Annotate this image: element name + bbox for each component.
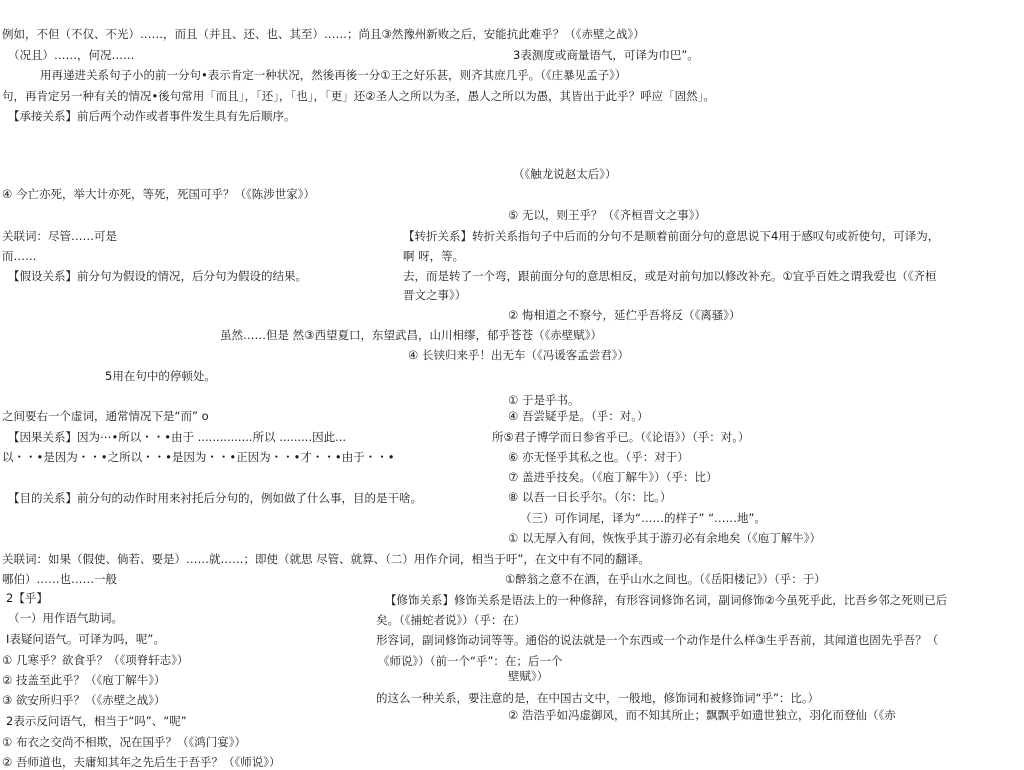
text-line: ① 布衣之交尚不相欺，况在国乎？（《鸿门宴》） (2, 735, 246, 749)
text-line: I表疑问语气。可译为吗，呢”。 (6, 632, 165, 646)
text-line: ② 技盖至此乎？（《庖丁解牛》） (2, 673, 166, 687)
text-line: （一）用作语气助词。 (8, 611, 123, 625)
text-line: （三）可作词尾，译为“……的样子” “……地”。 (520, 511, 766, 525)
text-line: 的这么一种关系，要注意的是，在中国古文中，一般地，修饰词和被修饰词“乎”：比。） (376, 691, 820, 705)
text-line: 《师说》）（前一个“乎”：在；后一个 (378, 654, 563, 668)
text-line: ⑥ 亦无怪乎其私之也。（乎：对于） (508, 450, 689, 464)
text-line: 啊 呀，等。 (403, 249, 465, 263)
text-line: ① 以无厚入有间，恢恢乎其于游刃必有余地矣（《庖丁解牛》） (508, 531, 821, 545)
text-line: ④ 长铗归来乎！出无车（《冯谖客孟尝君》） (408, 348, 629, 362)
text-line: ③ 欲安所归乎？（《赤壁之战》） (2, 693, 166, 707)
text-line: 【转折关系】转折关系指句子中后而的分句不是顺着前面分句的意思说下4用于感叹句或祈使句，可译为， (403, 229, 940, 243)
text-line: 所⑤君子博学而日参省乎已。（《论语》）（乎：对。） (492, 430, 750, 444)
text-line: ⑦ 盖进乎技矣。（《庖丁解牛》）（乎：比） (508, 470, 718, 484)
text-line: 3表测度或商量语气，可译为巾巴”。 (513, 48, 699, 62)
text-line: 壁赋》） (508, 669, 549, 683)
text-line: 哪伯）……也……一般 (2, 572, 117, 586)
text-line: 2表示反问语气，相当于“吗”、“呢” (6, 714, 187, 728)
text-line: 之间要右一个虚词，通常情况下是“而” o (2, 409, 209, 423)
text-line: 去，而是转了一个弯，跟前面分句的意思相反，或是对前句加以修改补充。①宜乎百姓之谓我爱也（《齐桓 (403, 269, 937, 283)
text-line: ② 悔相道之不察兮，延伫乎吾将反（《离骚》） (508, 308, 741, 322)
text-line: （《触龙说赵太后》） (513, 167, 617, 181)
text-line: 以・・•是因为・・•之所以・・•是因为・・•正因为・・•才・・•由于・・• (2, 450, 395, 464)
text-line: 虽然……但是 然③西望夏口，东望武昌，山川相缪，郁乎苍苍（《赤壁赋》） (220, 328, 602, 342)
text-line: ① 于是乎书。 (508, 393, 580, 407)
text-line: 例如，不但（不仅、不光）……，而且（并且、还、也、其至）……；尚且③然豫州新败之后，安能抗此难乎？（《赤壁之战》） (2, 27, 645, 41)
text-line: （况且）……，何况…… (8, 48, 135, 62)
text-line: 【目的关系】前分句的动作时用来衬托后分句的，例如做了什么事，目的是干啥。 (8, 491, 422, 505)
text-line: ⑧ 以吾一日长乎尔。（尔：比。） (508, 490, 672, 504)
text-line: ② 吾师道也，夫庸知其年之先后生于吾乎？（《师说》） (2, 755, 281, 769)
text-line: ①醉翁之意不在酒，在乎山水之间也。（《岳阳楼记》）（乎：于） (505, 572, 826, 586)
text-line: 5用在句中的停顿处。 (105, 369, 216, 383)
text-line: ① 几寒乎？欲食乎？（《项脊轩志》） (2, 653, 189, 667)
text-line: ④ 今亡亦死，举大计亦死，等死，死国可乎？（《陈涉世家》） (2, 187, 315, 201)
text-line: 关联词：尽管……可是 (2, 229, 117, 243)
text-line: 形容词，副词修饰动词等等。通俗的说法就是一个东西或一个动作是什么样③生乎吾前，其闻道也固先乎吾？（ (376, 633, 939, 647)
text-line: 用再递进关系句子小的前一分句•表示肯定一种状况，然後再後一分①王之好乐甚，则齐其庶几乎。（《庄暴见孟子》） (40, 68, 627, 82)
text-line: 【承接关系】前后两个动作或者事件发生具有先后顺序。 (8, 109, 296, 123)
text-line: ② 浩浩乎如冯虚御风，而不知其所止；飘飘乎如遗世独立，羽化而登仙（《赤 (508, 708, 896, 722)
text-line: 晋文之事》） (403, 288, 467, 302)
text-line: ④ 吾尝疑乎是。（乎：对。） (508, 409, 649, 423)
text-line: 而…… (2, 249, 37, 263)
text-line: ⑤ 无以，则王乎？（《齐桓晋文之事》） (508, 208, 706, 222)
text-line: 【假设关系】前分句为假设的情况，后分句为假设的结果。 (8, 269, 307, 283)
text-line: 关联词：如果（假使、倘若、要是）……就……；即使（就思 尽管、就算、（二）用作介词，相当于吁”，在文中有不同的翻译。 (2, 552, 650, 566)
text-line: 2【乎】 (6, 591, 48, 605)
text-line: 矣。（《捕蛇者说》）（乎：在） (376, 613, 526, 627)
text-line: 【因果关系】因为⋯•所以・・•由于 ...............所以 .........因此... (8, 430, 347, 444)
text-line: 【修饰关系】修饰关系是语法上的一种修辞，有形容词修饰名词，副词修饰②今虽死乎此，比吾乡邻之死则已后 (385, 593, 948, 607)
text-line: 句，再肯定另一种有关的情况•後句常用「而且」，「还」，「也」，「更」还②圣人之所以为圣，愚人之所以为愚，其皆出于此乎？呼应「固然」。 (2, 89, 715, 103)
